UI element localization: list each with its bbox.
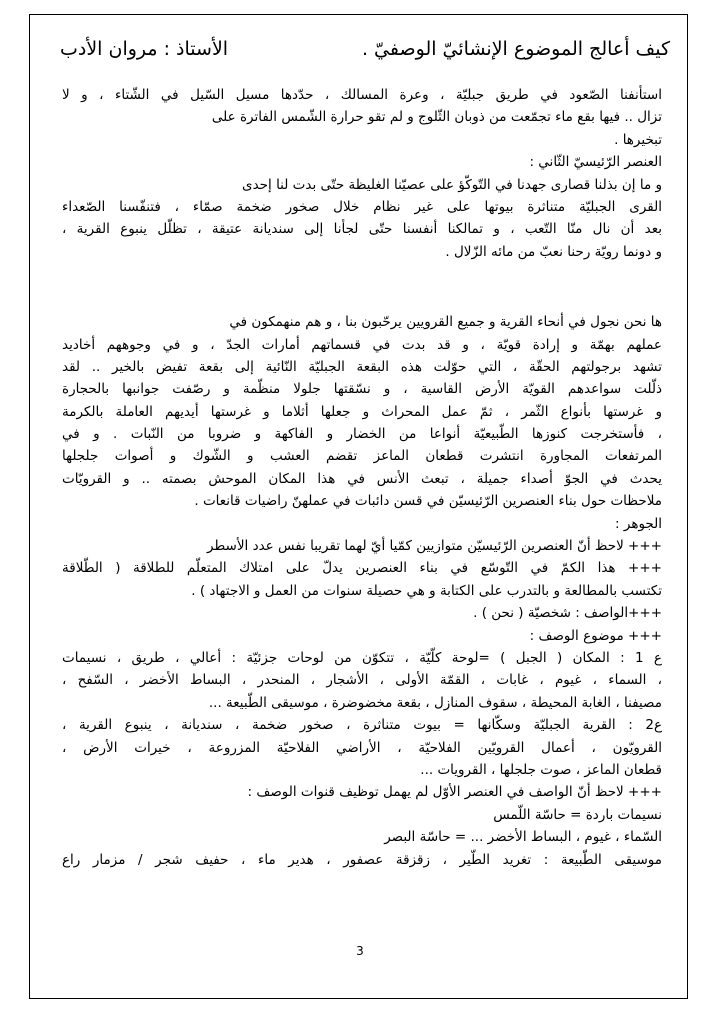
text-line: ها نحن نجول في أنحاء القرية و جميع القرويين يرحّبون بنا ، و هم منهمكون في bbox=[229, 314, 662, 331]
text-line: تكتسب بالمطالعة و بالتدرب على الكتابة و هي حصيلة سنوات من العمل و الاجتهاد ) . bbox=[191, 582, 662, 599]
text-line: +++ لاحظ أنّ العنصرين الرّئيسيّن متوازيين كمّيا أيّ لهما تقريبا نفس عدد الأسطر bbox=[207, 538, 662, 555]
text-line: تشهد برجولتهم الحقّة ، التي حوّلت هذه البقعة الجبليّة النّائية إلى بقعة تفيض بالخير .. لقد bbox=[62, 358, 662, 375]
text-line: تزال .. فيها بقع ماء تجمّعت من ذوبان الثّلوج و لم تقو حرارة الشّمس الفاترة على bbox=[211, 109, 662, 126]
text-line: الجوهر : bbox=[615, 515, 662, 532]
body-text bbox=[62, 84, 662, 871]
text-line: و دونما رويّة رحنا نعبّ من مائه الزّلال . bbox=[445, 243, 662, 260]
text-line: ملاحظات حول بناء العنصرين الرّئيسيّن في قسن دائبات في عملهنّ راضيات قانعات . bbox=[194, 493, 662, 510]
text-line: المرتفعات المجاورة انتشرت قطعان الماعز تقضم العشب و الشّوك و أصوات جلجلها bbox=[62, 448, 662, 465]
text-line: +++ لاحظ أنّ الواصف في العنصر الأوّل لم يهمل توظيف قنوات الوصف : bbox=[247, 784, 662, 801]
text-line: و غرستها بأنواع الثّمر ، ثمّ عمل المحراث و جعلها أثلاما و غرستها أيديهم العاملة بالكرمة bbox=[62, 403, 662, 420]
text-line: ، السماء ، غيوم ، غابات ، القمّة الأولى ، الأشجار ، المنحدر ، البساط الأخضر ، السّفح ، bbox=[62, 672, 662, 689]
text-line: القرويّون ، أعمال القرويّين الفلاحيّة ، الأراضي الفلاحيّة المزروعة ، خيرات الأرض ، bbox=[62, 739, 662, 756]
text-line: السّماء ، غيوم ، البساط الأخضر ... = حاسّة البصر bbox=[384, 829, 662, 846]
text-line: ، فأستخرجت كنوزها الطّبيعيّة أنواعا من الخضار و الفاكهة و ضروبا من النّبات . و في bbox=[62, 426, 662, 443]
text-line: ع2 : القرية الجبليّة وسكّانها = بيوت متناثرة ، صخور ضخمة ، سنديانة ، ينبوع القرية ، bbox=[62, 717, 662, 734]
text-line: عملهم بهمّة و إرادة قويّة ، و قد بدت في قسماتهم أمارات الجدّ ، و في وجوههم أخاديد bbox=[62, 336, 662, 353]
page-header bbox=[60, 38, 670, 74]
text-line: قطعان الماعز ، صوت جلجلها ، القرويات ... bbox=[420, 761, 662, 778]
text-line: استأنفنا الصّعود في طريق جبليّة ، وعرة المسالك ، حدّدها مسيل السّيل في الشّتاء ، و لا bbox=[62, 87, 662, 103]
text-line: +++ موضوع الوصف : bbox=[529, 627, 662, 644]
text-line: مصيفنا ، الغابة المحيطة ، سقوف المنازل ، بقعة مخضوضرة ، موسيقى الطّبيعة ... bbox=[208, 694, 662, 711]
text-line: بعد أن نال منّا التّعب ، و تمالكنا أنفسنا حتّى لجأنا إلى سنديانة عتيقة ، تظلّل ينبوع القرية ، bbox=[62, 221, 662, 238]
page-number: 3 bbox=[356, 944, 364, 958]
text-line: موسيقى الطّبيعة : تغريد الطّير ، زقزقة عصفور ، هدير ماء ، حفيف شجر / مزمار راع bbox=[62, 851, 662, 868]
text-line: ذلّلت سواعدهم القويّة الأرض القاسية ، و نسّقتها جلولا منظّمة و رصّفت جوانبها بالحجارة bbox=[62, 381, 662, 398]
text-line: القرى الجبليّة متناثرة بيوتها على غير نظام خلال صخور ضخمة صمّاء ، فتنفّسنا الصّعداء bbox=[62, 198, 662, 215]
text-line: يحدث في الجوّ أصداء جميلة ، تبعث الأنس في هذا المكان الموحش بصمته .. و القرويّات bbox=[62, 470, 662, 487]
paragraph-gap bbox=[62, 287, 662, 311]
paragraph-gap bbox=[62, 263, 662, 287]
text-line: ع 1 : المكان ( الجبل ) =لوحة كلّيّة ، تتكوّن من لوحات جزئيّة : أعالي ، طريق ، نسيمات bbox=[62, 649, 662, 666]
text-line: +++الواصف : شخصيّة ( نحن ) . bbox=[473, 605, 662, 622]
text-line: العنصر الرّئيسيّ الثّاني : bbox=[529, 154, 662, 171]
text-line: +++ هذا الكمّ في التّوسّع في بناء العنصرين يدلّ على امتلاك المتعلّم للطلاقة ( الطّلاقة bbox=[62, 560, 662, 577]
text-line: تبخيرها . bbox=[614, 131, 662, 148]
author-name: الأستاذ : مروان الأدب bbox=[60, 38, 229, 60]
text-line: نسيمات باردة = حاسّة اللّمس bbox=[493, 806, 662, 823]
text-line: و ما إن بذلنا قصارى جهدنا في التّوكّؤ على عصيّنا الغليظة حتّى بدت لنا إحدى bbox=[242, 176, 662, 193]
document-title: كيف أعالج الموضوع الإنشائيّ الوصفيّ . bbox=[361, 38, 670, 60]
